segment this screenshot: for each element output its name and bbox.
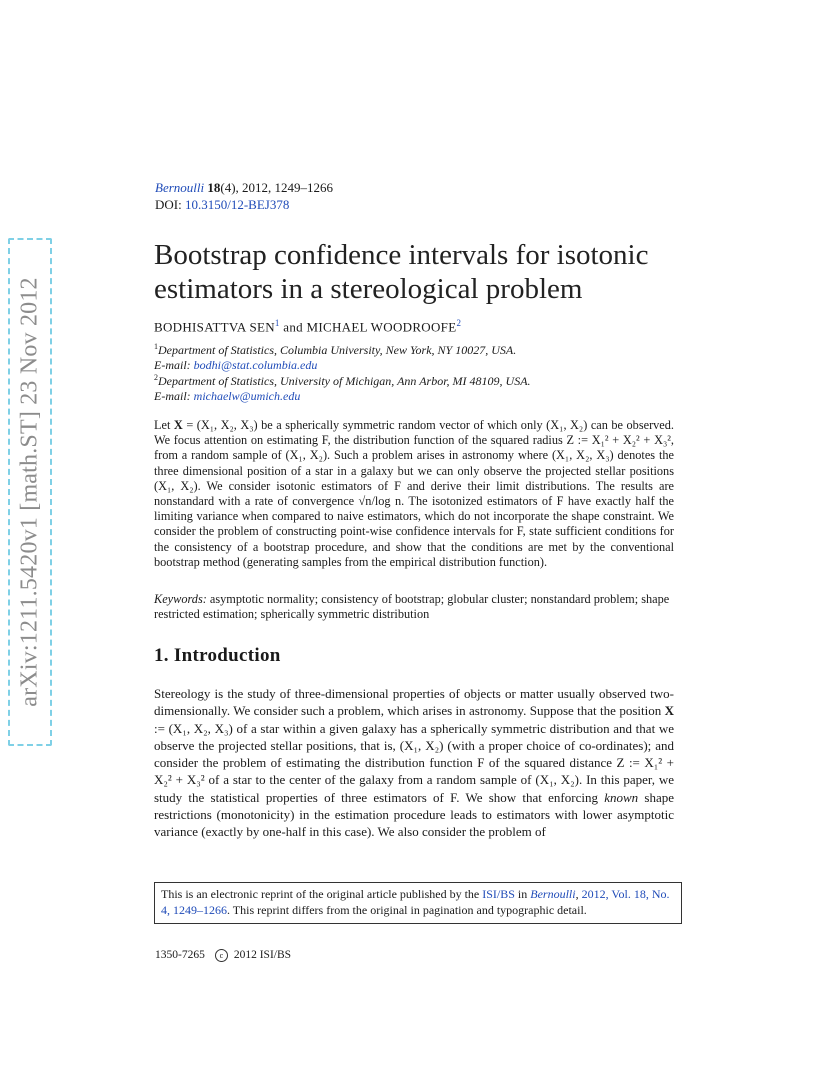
arxiv-stamp <box>8 238 52 746</box>
affiliation-text: Department of Statistics, University of Michigan, Ann Arbor, MI 48109, USA. <box>158 374 531 388</box>
abstract-text: Let <box>154 418 174 432</box>
email-label: E-mail: <box>154 358 191 372</box>
author-name: BODHISATTVA SEN <box>154 319 275 335</box>
stamp-text: arXiv:1211.5420v1 [math.ST] 23 Nov 2012 <box>16 277 43 707</box>
keywords <box>154 592 674 622</box>
paper-title: Bootstrap confidence intervals for isotonic estimators in a stereological problem <box>154 239 649 305</box>
doi-label: DOI: <box>155 197 182 212</box>
author-list <box>154 318 461 335</box>
author-name: MICHAEL WOODROOFE <box>306 319 457 335</box>
section-title: Introduction <box>173 645 281 666</box>
reprint-text: . This reprint differs from the original in pagination and typographic detail. <box>227 902 587 917</box>
copyright-icon: c <box>215 949 228 962</box>
footer <box>155 949 291 962</box>
doi-link[interactable]: 10.3150/12-BEJ378 <box>184 197 290 212</box>
intro-emphasis: known <box>604 789 639 805</box>
abstract-text: = (X₁, X₂, X₃) be a spherically symmetric random vector of which only (X₁, X₂) can be observed. We focus attention on estimating F, the distribution function of the squared radius Z := X₁² + X₂² + X₃², from a random sample of (X₁, X₂). Such a problem arises in astronomy where (X₁, X₂, X₃) denotes the three dimensional position of a star in a galaxy but we can only observe the projected stellar positions (X₁, X₂). We consider isotonic estimators of F and derive their limit distributions. The results are nonstandard with a rate of convergence √n/log n. The isotonized estimators of F have exactly half the limiting variance when compared to naive estimators, which do not incorporate the shape constraint. We consider the problem of constructing point-wise confidence intervals for F, state sufficient conditions for the consistency of a bootstrap procedure, and show that the conditions are met by the conventional bootstrap method (generating samples from the empirical distribution function). <box>154 418 674 569</box>
section-number: 1. <box>154 645 169 666</box>
reprint-text: in <box>514 887 531 901</box>
intro-bold-x: X <box>664 703 674 719</box>
journal-link[interactable]: Bernoulli <box>155 180 205 195</box>
doi-line <box>155 197 289 213</box>
journal-issue-pages: (4), 2012, 1249–1266 <box>220 180 334 195</box>
reprint-text: , <box>575 887 582 901</box>
email-line-1 <box>154 358 317 373</box>
affiliation-mark: 2 <box>154 373 158 382</box>
journal-citation <box>155 180 333 196</box>
intro-text: shape restrictions (monotonicity) in the estimation procedure leads to estimators with lower asymptotic variance (exactly by one-half in this case). We also consider the problem of <box>154 789 674 840</box>
publisher-link[interactable]: ISI/BS <box>482 887 515 901</box>
journal-link[interactable]: Bernoulli <box>530 887 576 901</box>
reprint-notice <box>154 882 682 924</box>
abstract <box>154 418 674 570</box>
email-label: E-mail: <box>154 389 191 403</box>
section-heading <box>154 645 281 667</box>
keywords-text: asymptotic normality; consistency of bootstrap; globular cluster; nonstandard problem; shape restricted estimation; spherically symmetric distribution <box>154 592 670 622</box>
email-link[interactable]: bodhi@stat.columbia.edu <box>193 358 318 372</box>
reprint-text: This is an electronic reprint of the original article published by the <box>161 887 483 901</box>
intro-paragraph <box>154 685 674 841</box>
email-link[interactable]: michaelw@umich.edu <box>193 389 301 403</box>
issn: 1350-7265 <box>155 949 205 961</box>
affiliation-mark[interactable]: 1 <box>274 318 280 328</box>
abstract-bold-x: X <box>173 418 183 432</box>
copyright-text: 2012 ISI/BS <box>233 949 292 961</box>
author-connector: and <box>283 319 303 335</box>
journal-volume: 18 <box>207 180 221 195</box>
citation-link[interactable]: 2012, Vol. 18, No. 4, 1249–1266 <box>161 887 670 917</box>
keywords-label: Keywords: <box>154 592 207 606</box>
affiliation-mark[interactable]: 2 <box>456 318 462 328</box>
affiliation-mark: 1 <box>154 342 158 351</box>
affiliation-1 <box>154 342 516 358</box>
affiliation-text: Department of Statistics, Columbia University, New York, NY 10027, USA. <box>158 343 517 357</box>
affiliation-2 <box>154 373 531 389</box>
intro-text: := (X₁, X₂, X₃) of a star within a given galaxy has a spherically symmetric distribution and that we observe the projected stellar positions, that is, (X₁, X₂) (with a proper choice of co-ordinates); and consider the problem of estimating the distribution function F of the squared distance Z := X₁² + X₂² + X₃² of a star to the center of the galaxy from a random sample of (X₁, X₂). In this paper, we study the statistical properties of three estimators of F. We show that enforcing <box>154 720 674 805</box>
intro-text: Stereology is the study of three-dimensional properties of objects or matter usually observed two-dimensionally. We consider such a problem, which arises in astronomy. Suppose that the position <box>154 686 674 719</box>
email-line-2 <box>154 389 300 404</box>
